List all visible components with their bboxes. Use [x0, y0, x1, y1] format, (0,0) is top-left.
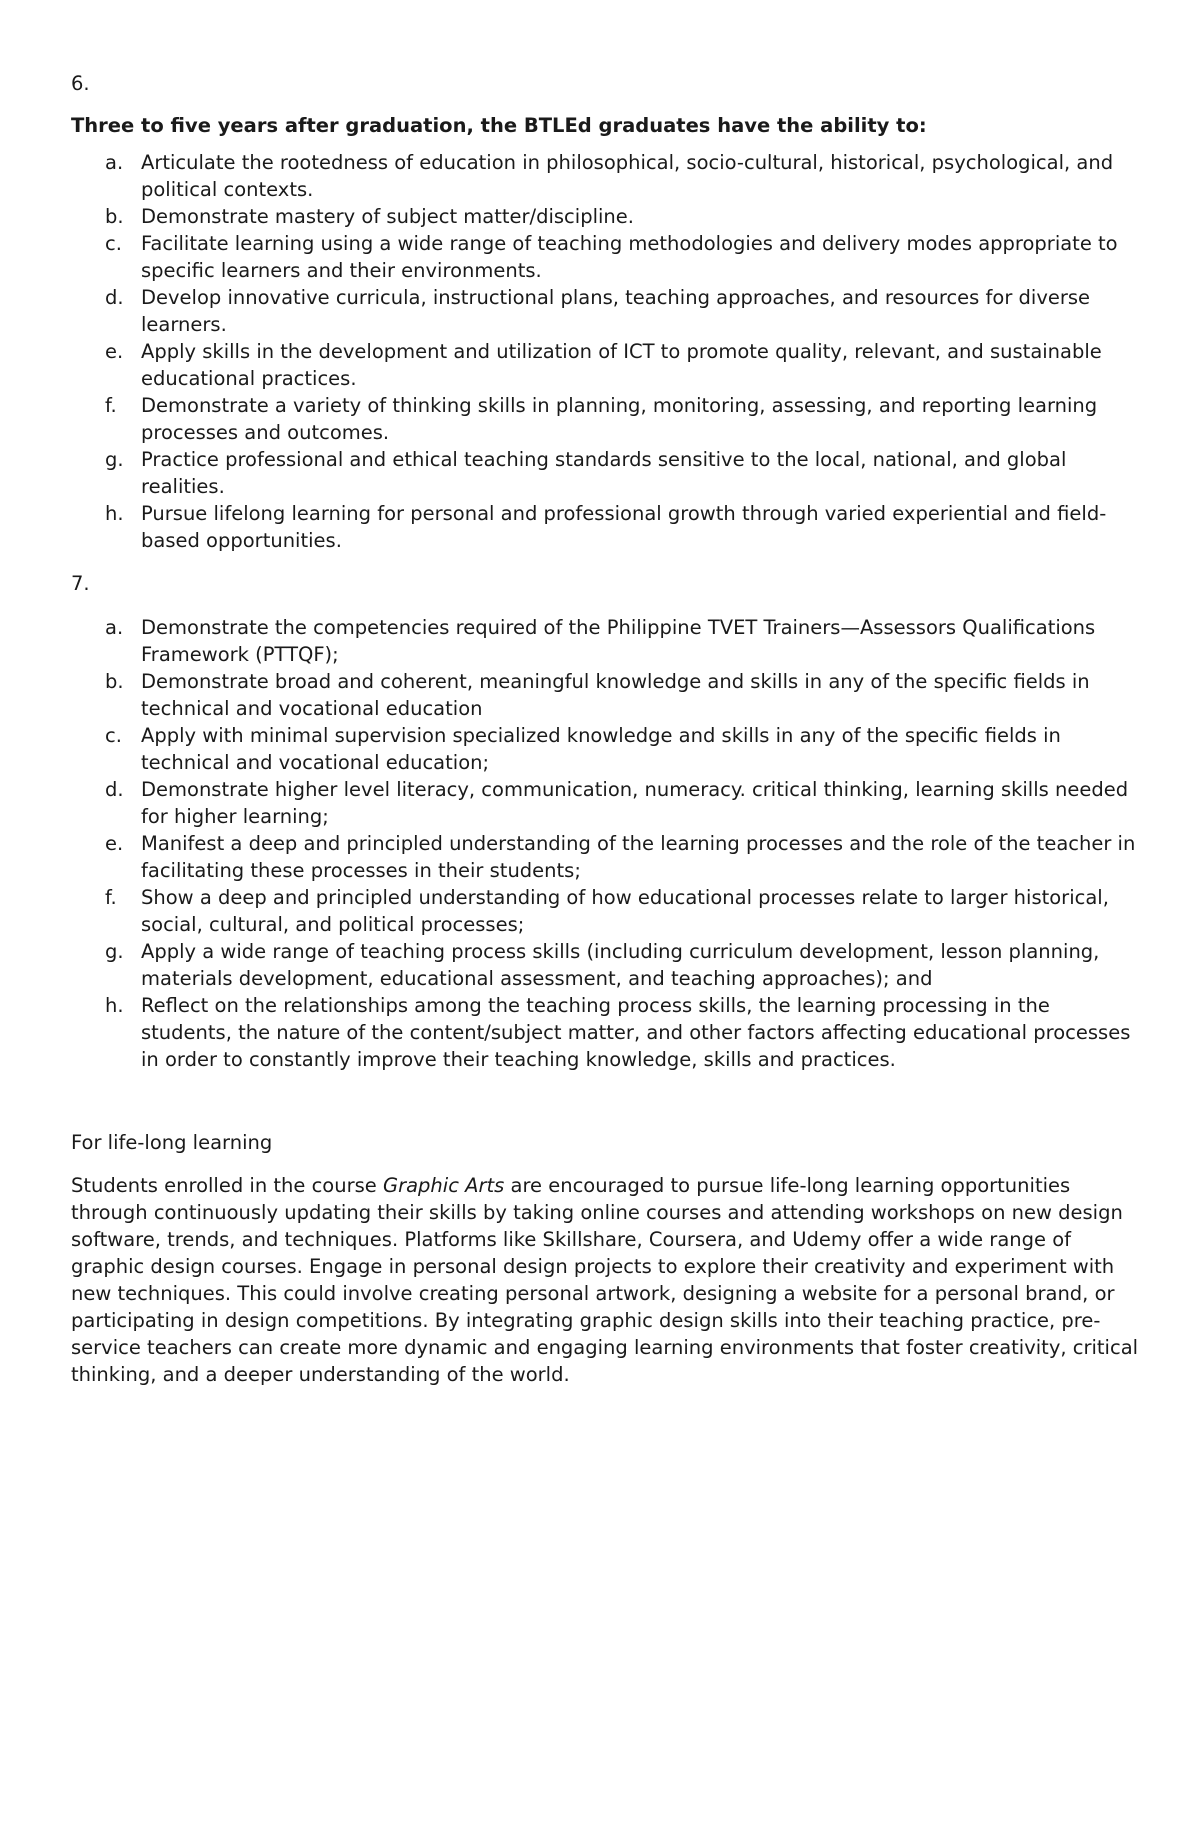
- list-marker: b.: [105, 205, 124, 228]
- list-marker: b.: [105, 670, 124, 693]
- course-name: Graphic Arts: [382, 1174, 505, 1197]
- list-item: [71, 203, 1141, 230]
- section-7-number: 7.: [71, 572, 90, 595]
- list-item: [71, 722, 1141, 776]
- list-item-text: Pursue lifelong learning for personal and professional growth through varied experiential and field-based opportunities.: [141, 502, 1107, 552]
- section-6-list: [71, 149, 1141, 554]
- list-marker: e.: [105, 832, 124, 855]
- list-item: [71, 230, 1141, 284]
- list-marker: d.: [105, 286, 124, 309]
- list-item-text: Apply a wide range of teaching process skills (including curriculum development, lesson planning, materials development, educational assessment, and teaching approaches); and: [141, 940, 1100, 990]
- list-item: [71, 776, 1141, 830]
- list-marker: d.: [105, 778, 124, 801]
- list-item-text: Demonstrate the competencies required of the Philippine TVET Trainers—Assessors Qualifications Framework (PTTQF);: [141, 616, 1096, 666]
- list-marker: h.: [105, 502, 124, 525]
- lifelong-paragraph: [71, 1172, 1141, 1388]
- list-item: [71, 830, 1141, 884]
- list-item-text: Demonstrate broad and coherent, meaningful knowledge and skills in any of the specific fields in technical and vocational education: [141, 670, 1090, 720]
- list-marker: f.: [105, 394, 117, 417]
- list-item-text: Demonstrate higher level literacy, communication, numeracy. critical thinking, learning skills needed for higher learning;: [141, 778, 1129, 828]
- list-item-text: Develop innovative curricula, instructional plans, teaching approaches, and resources for diverse learners.: [141, 286, 1091, 336]
- paragraph-text-before: Students enrolled in the course: [71, 1174, 383, 1197]
- list-item: [71, 500, 1141, 554]
- list-marker: e.: [105, 340, 124, 363]
- list-marker: f.: [105, 886, 117, 909]
- section-6-number: 6.: [71, 72, 90, 95]
- list-item: [71, 149, 1141, 203]
- list-marker: g.: [105, 448, 124, 471]
- list-item: [71, 446, 1141, 500]
- list-item: [71, 338, 1141, 392]
- list-item-text: Articulate the rootedness of education in philosophical, socio-cultural, historical, psychological, and political contexts.: [141, 151, 1114, 201]
- list-item-text: Practice professional and ethical teaching standards sensitive to the local, national, and global realities.: [141, 448, 1067, 498]
- document-page: [71, 70, 1141, 1388]
- list-marker: a.: [105, 616, 124, 639]
- list-marker: c.: [105, 232, 122, 255]
- list-item: [71, 284, 1141, 338]
- list-item-text: Show a deep and principled understanding of how educational processes relate to larger historical, social, cultural, and political processes;: [141, 886, 1109, 936]
- list-item: [71, 992, 1141, 1073]
- list-item-text: Apply skills in the development and utilization of ICT to promote quality, relevant, and sustainable educational practices.: [141, 340, 1102, 390]
- section-7-list: [71, 614, 1141, 1073]
- list-marker: c.: [105, 724, 122, 747]
- paragraph-text-after: are encouraged to pursue life-long learning opportunities through continuously updating their skills by taking online courses and attending workshops on new design software, trends, and techniques. Platforms like Skillshare, Coursera, and Udemy offer a wide range of graphic design courses. Engage in personal design projects to explore their creativity and experiment with new techniques. This could involve creating personal artwork, designing a website for a personal brand, or participating in design competitions. By integrating graphic design skills into their teaching practice, pre-service teachers can create more dynamic and engaging learning environments that foster creativity, critical thinking, and a deeper understanding of the world.: [71, 1174, 1139, 1386]
- list-item: [71, 938, 1141, 992]
- list-item: [71, 392, 1141, 446]
- section-6-intro: Three to five years after graduation, the BTLEd graduates have the ability to:: [71, 114, 927, 137]
- list-item: [71, 884, 1141, 938]
- list-item: [71, 668, 1141, 722]
- list-item-text: Facilitate learning using a wide range of teaching methodologies and delivery modes appropriate to specific learners and their environments.: [141, 232, 1118, 282]
- list-marker: a.: [105, 151, 124, 174]
- list-item-text: Apply with minimal supervision specialized knowledge and skills in any of the specific fields in technical and vocational education;: [141, 724, 1061, 774]
- list-item: [71, 614, 1141, 668]
- lifelong-heading: For life-long learning: [71, 1131, 273, 1154]
- list-item-text: Manifest a deep and principled understanding of the learning processes and the role of the teacher in facilitating these processes in their students;: [141, 832, 1136, 882]
- list-marker: g.: [105, 940, 124, 963]
- list-marker: h.: [105, 994, 124, 1017]
- list-item-text: Demonstrate a variety of thinking skills in planning, monitoring, assessing, and reporting learning processes and outcomes.: [141, 394, 1098, 444]
- list-item-text: Demonstrate mastery of subject matter/discipline.: [141, 205, 634, 228]
- list-item-text: Reflect on the relationships among the teaching process skills, the learning processing in the students, the nature of the content/subject matter, and other factors affecting educational processes in order to constantly improve their teaching knowledge, skills and practices.: [141, 994, 1131, 1071]
